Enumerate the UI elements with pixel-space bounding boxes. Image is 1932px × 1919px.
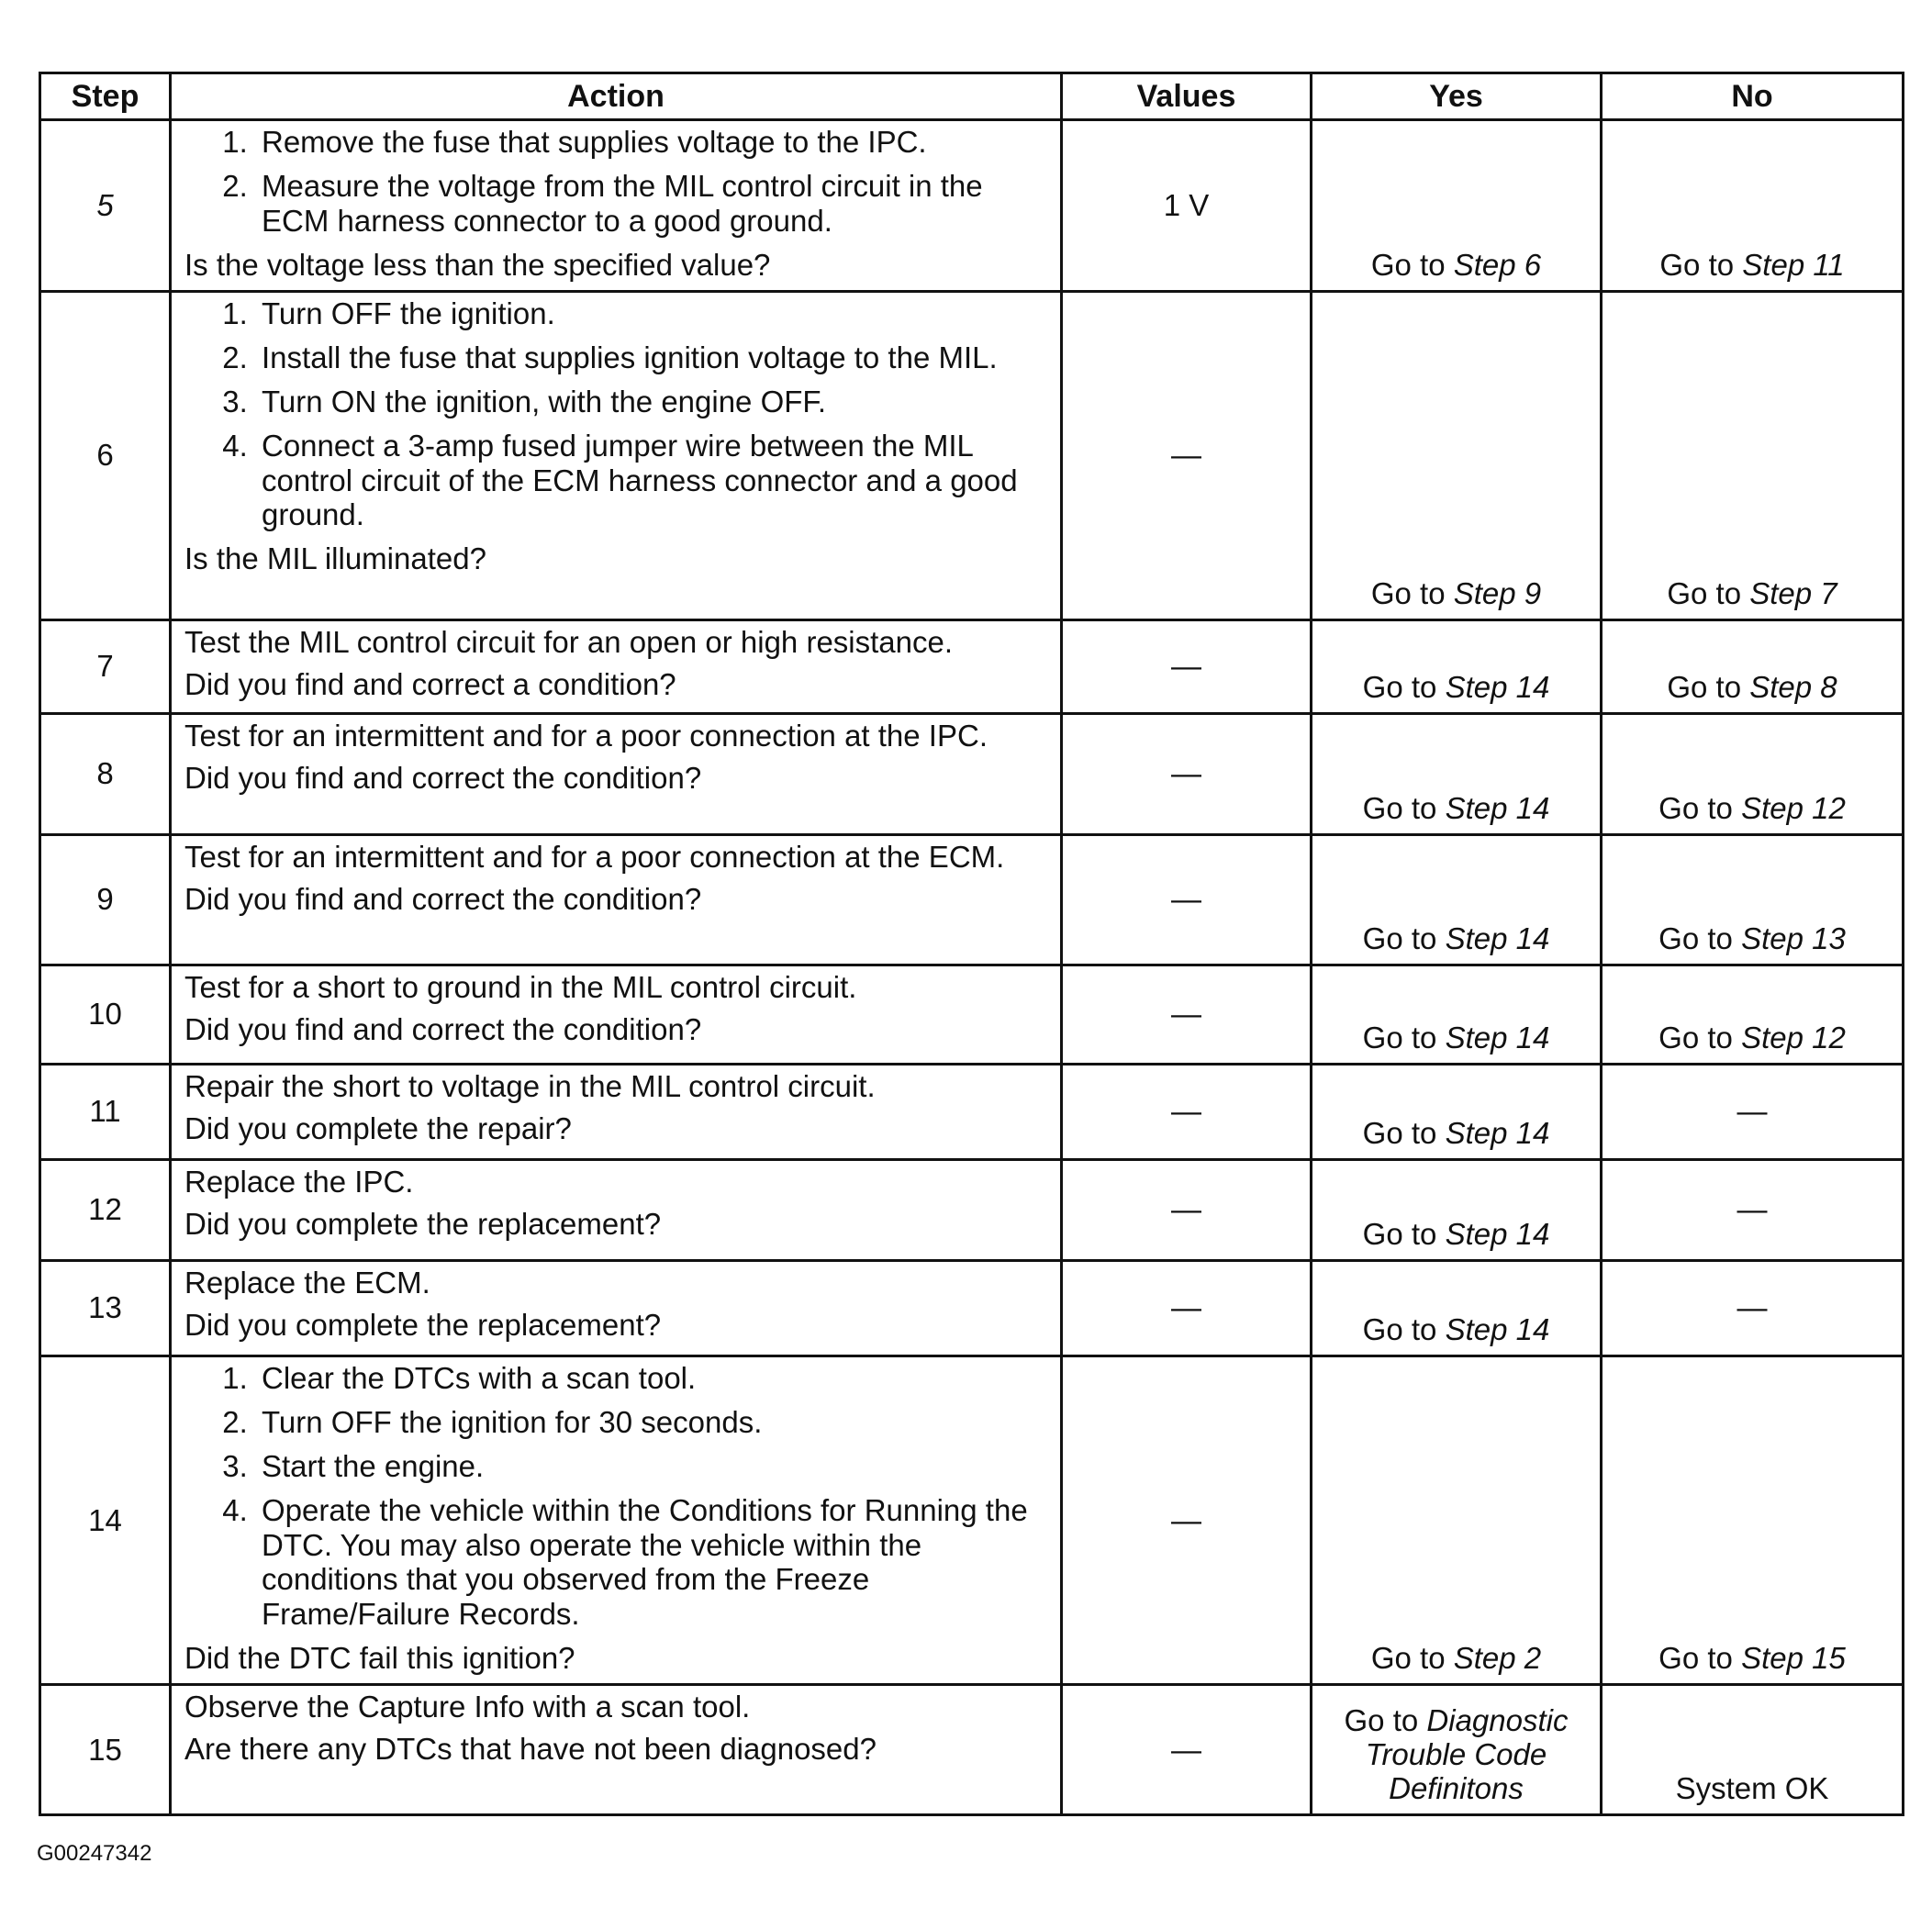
value-cell: 1 V bbox=[1062, 120, 1312, 292]
step-number: 15 bbox=[40, 1685, 171, 1815]
action-question: Did you find and correct the condition? bbox=[184, 760, 702, 795]
action-cell bbox=[171, 834, 1062, 965]
header-yes: Yes bbox=[1312, 73, 1602, 120]
action-cell bbox=[171, 1356, 1062, 1685]
figure-id: G00247342 bbox=[37, 1841, 152, 1866]
goto-target: Step 14 bbox=[1445, 1216, 1550, 1251]
step-number: 10 bbox=[40, 965, 171, 1064]
value-cell: — bbox=[1062, 619, 1312, 713]
action-steps bbox=[184, 1361, 1049, 1633]
yes-cell bbox=[1312, 1356, 1602, 1685]
goto-prefix: Go to bbox=[1370, 575, 1446, 610]
table-row bbox=[40, 834, 1904, 965]
goto-target: Step 15 bbox=[1741, 1641, 1846, 1676]
value-cell: — bbox=[1062, 1685, 1312, 1815]
no-cell bbox=[1602, 965, 1904, 1064]
goto-prefix: Go to bbox=[1659, 247, 1735, 282]
step-number: 6 bbox=[40, 291, 171, 619]
table-row bbox=[40, 619, 1904, 713]
goto-prefix: Go to bbox=[1362, 790, 1437, 825]
action-text: Replace the IPC. bbox=[184, 1164, 414, 1199]
action-question: Did you find and correct the condition? bbox=[184, 1011, 702, 1046]
action-question: Are there any DTCs that have not been diagnosed? bbox=[184, 1732, 877, 1767]
goto-prefix: Go to bbox=[1362, 920, 1437, 955]
action-step: 2. Turn OFF the ignition for 30 seconds. bbox=[256, 1405, 1049, 1440]
no-cell bbox=[1602, 120, 1904, 292]
goto-target: Step 12 bbox=[1741, 1020, 1846, 1054]
action-step: 3. Start the engine. bbox=[256, 1449, 1049, 1484]
step-number: 5 bbox=[40, 120, 171, 292]
action-cell bbox=[171, 619, 1062, 713]
goto-prefix: Go to bbox=[1362, 1020, 1437, 1054]
action-cell bbox=[171, 713, 1062, 834]
no-cell bbox=[1602, 619, 1904, 713]
goto-target: Step 6 bbox=[1453, 247, 1542, 282]
table-row bbox=[40, 291, 1904, 619]
action-question: Did you find and correct a condition? bbox=[184, 666, 676, 701]
value-cell: — bbox=[1062, 1260, 1312, 1356]
action-question: Did you find and correct the condition? bbox=[184, 881, 702, 916]
yes-cell bbox=[1312, 619, 1602, 713]
action-cell bbox=[171, 120, 1062, 292]
goto-prefix: Go to bbox=[1667, 575, 1742, 610]
header-no: No bbox=[1602, 73, 1904, 120]
table-row bbox=[40, 713, 1904, 834]
no-cell bbox=[1602, 1356, 1904, 1685]
action-step: 4. Operate the vehicle within the Conditions for Running the DTC. You may also operate the vehicle within the conditions that you observed from the Freeze Frame/Failure Records. bbox=[256, 1493, 1049, 1633]
value-cell: — bbox=[1062, 713, 1312, 834]
action-step: 1. Turn OFF the ignition. bbox=[256, 296, 1049, 331]
header-row bbox=[40, 73, 1904, 120]
goto-target: Diagnostic Trouble Code Definitons bbox=[1365, 1703, 1569, 1806]
action-cell bbox=[171, 291, 1062, 619]
goto-prefix: Go to bbox=[1362, 1216, 1437, 1251]
action-cell bbox=[171, 965, 1062, 1064]
action-step: 4. Connect a 3-amp fused jumper wire between the MIL control circuit of the ECM harness connector and a good ground. bbox=[256, 429, 1049, 533]
goto-target: Step 14 bbox=[1445, 920, 1550, 955]
goto-target: Step 13 bbox=[1741, 920, 1846, 955]
yes-cell bbox=[1312, 965, 1602, 1064]
action-text: Test for an intermittent and for a poor connection at the ECM. bbox=[184, 839, 1005, 874]
goto-prefix: Go to bbox=[1362, 1115, 1437, 1150]
value-cell: — bbox=[1062, 291, 1312, 619]
goto-prefix: Go to bbox=[1658, 1641, 1733, 1676]
goto-target: Step 14 bbox=[1445, 790, 1550, 825]
goto-target: Step 7 bbox=[1749, 575, 1837, 610]
step-number: 12 bbox=[40, 1159, 171, 1260]
action-question: Did the DTC fail this ignition? bbox=[184, 1641, 575, 1676]
no-cell bbox=[1602, 291, 1904, 619]
goto-prefix: Go to bbox=[1658, 920, 1733, 955]
header-step: Step bbox=[40, 73, 171, 120]
goto-target: Step 14 bbox=[1445, 1115, 1550, 1150]
action-step: 3. Turn ON the ignition, with the engine OFF. bbox=[256, 385, 1049, 419]
no-cell: — bbox=[1602, 1064, 1904, 1159]
action-text: Test for an intermittent and for a poor connection at the IPC. bbox=[184, 718, 988, 753]
header-action: Action bbox=[171, 73, 1062, 120]
no-cell bbox=[1602, 834, 1904, 965]
goto-target: Step 14 bbox=[1445, 669, 1550, 704]
value-cell: — bbox=[1062, 834, 1312, 965]
table-row bbox=[40, 1159, 1904, 1260]
yes-cell bbox=[1312, 291, 1602, 619]
header-values: Values bbox=[1062, 73, 1312, 120]
action-question: Is the MIL illuminated? bbox=[184, 541, 486, 576]
table-row bbox=[40, 1260, 1904, 1356]
goto-prefix: Go to bbox=[1658, 1020, 1733, 1054]
action-question: Did you complete the replacement? bbox=[184, 1307, 662, 1342]
yes-cell bbox=[1312, 1685, 1602, 1815]
goto-prefix: Go to bbox=[1362, 669, 1437, 704]
yes-cell bbox=[1312, 1260, 1602, 1356]
table-row bbox=[40, 1685, 1904, 1815]
step-number: 7 bbox=[40, 619, 171, 713]
goto-target: Step 14 bbox=[1445, 1311, 1550, 1346]
diagnostic-table bbox=[39, 72, 1904, 1816]
table-row bbox=[40, 1064, 1904, 1159]
no-cell: System OK bbox=[1602, 1685, 1904, 1815]
action-question: Did you complete the repair? bbox=[184, 1110, 572, 1145]
action-cell bbox=[171, 1685, 1062, 1815]
goto-target: Step 9 bbox=[1453, 575, 1542, 610]
step-number: 9 bbox=[40, 834, 171, 965]
action-steps bbox=[184, 296, 1049, 533]
value-cell: — bbox=[1062, 1064, 1312, 1159]
yes-cell bbox=[1312, 713, 1602, 834]
action-steps bbox=[184, 125, 1049, 239]
yes-cell bbox=[1312, 120, 1602, 292]
action-step: 2. Install the fuse that supplies ignition voltage to the MIL. bbox=[256, 340, 1049, 375]
step-number: 13 bbox=[40, 1260, 171, 1356]
value-cell: — bbox=[1062, 1159, 1312, 1260]
yes-cell bbox=[1312, 1159, 1602, 1260]
step-number: 14 bbox=[40, 1356, 171, 1685]
yes-cell bbox=[1312, 834, 1602, 965]
step-number: 11 bbox=[40, 1064, 171, 1159]
goto-target: Step 14 bbox=[1445, 1020, 1550, 1054]
goto-target: Step 2 bbox=[1453, 1641, 1542, 1676]
action-question: Is the voltage less than the specified value? bbox=[184, 247, 771, 282]
action-step: 2. Measure the voltage from the MIL control circuit in the ECM harness connector to a good ground. bbox=[256, 169, 1049, 239]
goto-prefix: Go to bbox=[1362, 1311, 1437, 1346]
action-text: Repair the short to voltage in the MIL control circuit. bbox=[184, 1068, 876, 1103]
value-cell: — bbox=[1062, 965, 1312, 1064]
action-question: Did you complete the replacement? bbox=[184, 1206, 662, 1241]
no-cell: — bbox=[1602, 1159, 1904, 1260]
action-cell bbox=[171, 1260, 1062, 1356]
action-text: Test for a short to ground in the MIL control circuit. bbox=[184, 969, 857, 1004]
goto-prefix: Go to bbox=[1658, 790, 1733, 825]
action-step: 1. Remove the fuse that supplies voltage to the IPC. bbox=[256, 125, 1049, 160]
goto-target: Step 12 bbox=[1741, 790, 1846, 825]
action-step: 1. Clear the DTCs with a scan tool. bbox=[256, 1361, 1049, 1396]
goto-prefix: Go to bbox=[1370, 1641, 1446, 1676]
goto-target: Step 11 bbox=[1742, 247, 1845, 282]
action-cell bbox=[171, 1064, 1062, 1159]
table-row bbox=[40, 120, 1904, 292]
action-text: Replace the ECM. bbox=[184, 1265, 430, 1300]
action-text: Observe the Capture Info with a scan tool. bbox=[184, 1690, 751, 1724]
action-cell bbox=[171, 1159, 1062, 1260]
table-row bbox=[40, 965, 1904, 1064]
yes-cell bbox=[1312, 1064, 1602, 1159]
value-cell: — bbox=[1062, 1356, 1312, 1685]
no-cell: — bbox=[1602, 1260, 1904, 1356]
table-row bbox=[40, 1356, 1904, 1685]
goto-prefix: Go to bbox=[1344, 1703, 1419, 1738]
goto-prefix: Go to bbox=[1667, 669, 1742, 704]
goto-prefix: Go to bbox=[1370, 247, 1446, 282]
step-number: 8 bbox=[40, 713, 171, 834]
goto-target: Step 8 bbox=[1749, 669, 1837, 704]
no-cell bbox=[1602, 713, 1904, 834]
action-text: Test the MIL control circuit for an open or high resistance. bbox=[184, 624, 954, 659]
